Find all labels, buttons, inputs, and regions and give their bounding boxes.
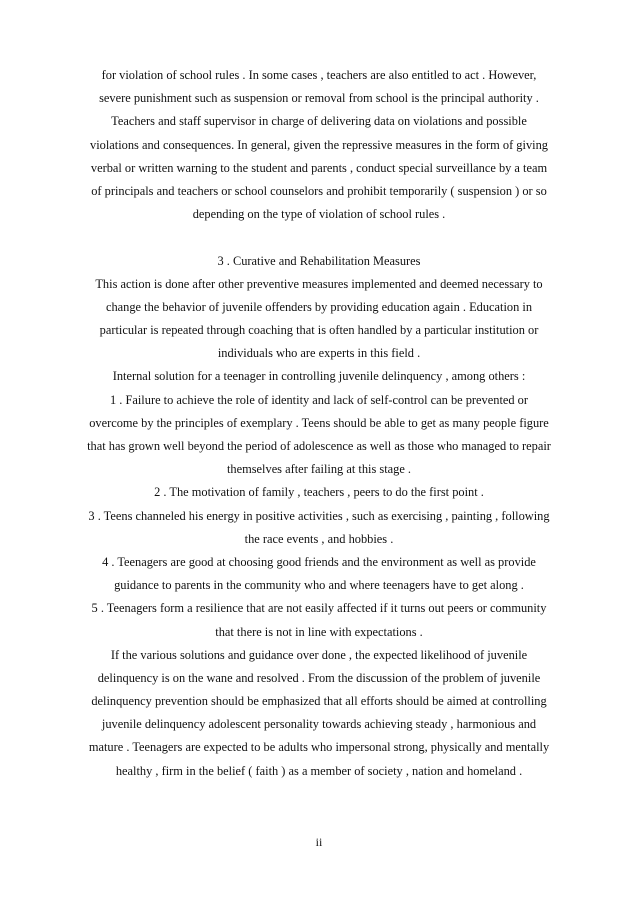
text-line: depending on the type of violation of school rules . <box>192 207 446 222</box>
text-line: overcome by the principles of exemplary . Teens should be able to get as many people figure <box>89 415 549 430</box>
page-body <box>70 64 568 783</box>
text-line: delinquency is on the wane and resolved . From the discussion of the problem of juvenile <box>97 670 541 685</box>
text-line: for violation of school rules . In some cases , teachers are also entitled to act . However, <box>101 68 537 82</box>
list-item-2: 2 . The motivation of family , teachers , peers to do the first point . <box>154 485 484 500</box>
text-line: Teachers and staff supervisor in charge of delivering data on violations and possible <box>111 114 527 129</box>
text-line: severe punishment such as suspension or removal from school is the principal authority . <box>99 91 539 106</box>
page-number: ii <box>315 835 323 849</box>
text-line: verbal or written warning to the student and parents , conduct special surveillance by a team <box>90 160 548 175</box>
text-line: If the various solutions and guidance over done , the expected likelihood of juvenile <box>110 647 528 662</box>
list-item-5: 5 . Teenagers form a resilience that are not easily affected if it turns out peers or community <box>91 601 547 616</box>
text-line: themselves after failing at this stage . <box>226 462 412 477</box>
text-line: that there is not in line with expectations . <box>215 624 423 639</box>
text-line: the race events , and hobbies . <box>244 531 394 546</box>
list-item-4: 4 . Teenagers are good at choosing good friends and the environment as well as provide <box>102 554 536 569</box>
text-line: delinquency prevention should be emphasized that all efforts should be aimed at controlling <box>91 694 547 709</box>
text-line: guidance to parents in the community who and where teenagers have to get along . <box>114 578 524 593</box>
blank-line <box>70 226 568 249</box>
text-line: healthy , firm in the belief ( faith ) as a member of society , nation and homeland . <box>115 763 523 778</box>
list-item-3: 3 . Teens channeled his energy in positive activities , such as exercising , painting , following <box>88 508 550 523</box>
text-line: violations and consequences. In general, given the repressive measures in the form of giving <box>90 137 548 152</box>
text-line: individuals who are experts in this field . <box>217 346 421 361</box>
text-line: of principals and teachers or school counselors and prohibit temporarily ( suspension ) or so <box>91 183 547 198</box>
section-heading: 3 . Curative and Rehabilitation Measures <box>217 253 421 268</box>
text-line: This action is done after other preventive measures implemented and deemed necessary to <box>95 276 543 291</box>
text-line: change the behavior of juvenile offenders by providing education again . Education in <box>105 299 533 314</box>
text-line: juvenile delinquency adolescent personality towards achieving steady , harmonious and <box>101 717 537 732</box>
text-line: mature . Teenagers are expected to be adults who impersonal strong, physically and mentally <box>88 740 550 755</box>
text-line: Internal solution for a teenager in controlling juvenile delinquency , among others : <box>112 369 526 384</box>
text-line: that has grown well beyond the period of adolescence as well as those who managed to repair <box>87 439 551 453</box>
list-item-1: 1 . Failure to achieve the role of identity and lack of self-control can be prevented or <box>109 392 529 407</box>
text-line: particular is repeated through coaching that is often handled by a particular institution or <box>99 323 539 338</box>
